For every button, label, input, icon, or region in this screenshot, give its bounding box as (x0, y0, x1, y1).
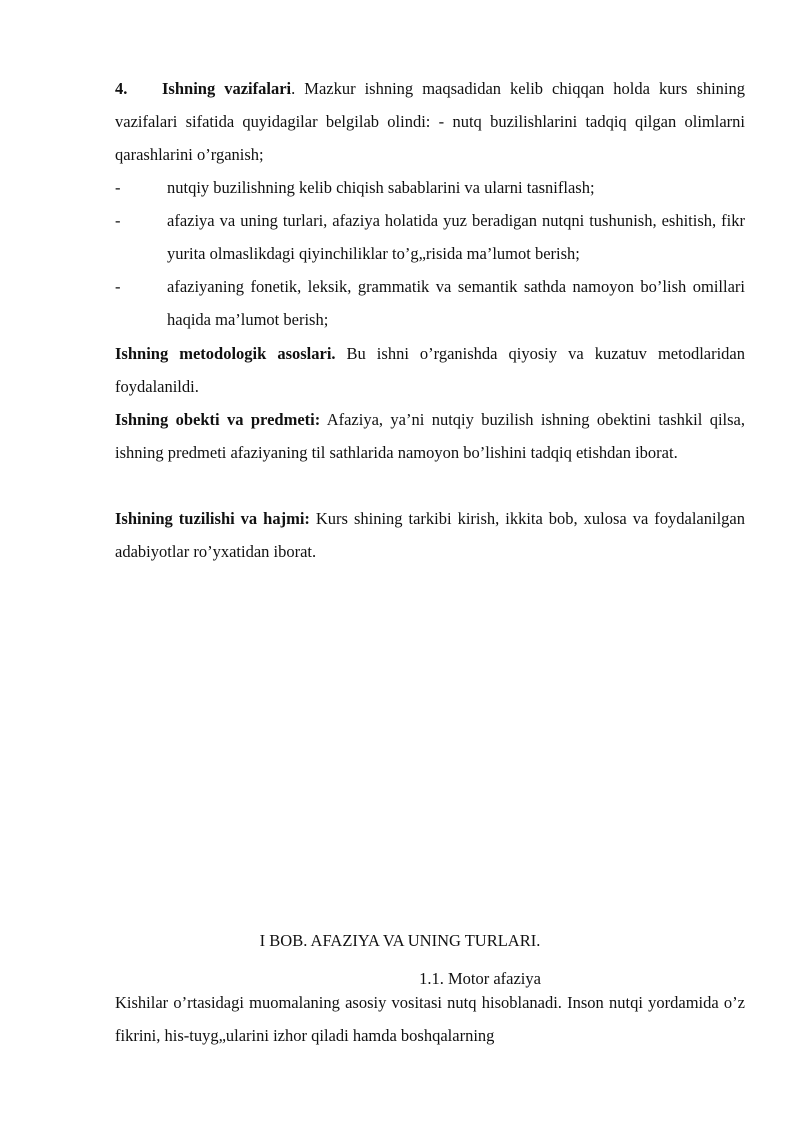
structure-text: Kurs shining tarkibi kirish, ikkita bob, xulosa va foydalanilgan adabiyotlar ro’yxatidan iborat. (115, 509, 745, 561)
object-paragraph (115, 403, 745, 469)
methodology-paragraph (115, 337, 745, 403)
object-text: Afaziya, ya’ni nutqiy buzilish ishning obektini tashkil qilsa, ishning predmeti afaziyaning til sathlarida namoyon bo’lishini tadqiq etishdan iborat. (115, 410, 745, 462)
bullet-item (115, 171, 745, 204)
section-text: . Mazkur ishning maqsadidan kelib chiqqan holda kurs shining vazifalari sifatida quyidagilar belgilab olindi: - nutq buzilishlarini tadqiq qilgan olimlarni qarashlarini o’rganish; (115, 79, 745, 164)
section-4-paragraph (115, 72, 745, 171)
methodology-text: Bu ishni o’rganishda qiyosiy va kuzatuv metodlaridan foydalanildi. (115, 344, 746, 396)
bullet-dash: - (115, 178, 121, 197)
bullet-item (115, 270, 745, 336)
chapter-subtitle: 1.1. Motor afaziya (419, 969, 541, 988)
body-paragraph: Kishilar o’rtasidagi muomalaning asosiy vositasi nutq hisoblanadi. Inson nutqi yordamida o’z fikrini, his-tuyg„ularini izhor qiladi hamda boshqalarning (115, 993, 745, 1045)
bullet-dash: - (115, 211, 121, 230)
bullet-text: afaziyaning fonetik, leksik, grammatik va semantik sathda namoyon bo’lish omillari haqida ma’lumot berish; (167, 277, 745, 329)
chapter-title: I BOB. AFAZIYA VA UNING TURLARI. (259, 931, 541, 950)
object-heading: Ishning obekti va predmeti: (115, 410, 321, 429)
structure-heading: Ishining tuzilishi va hajmi: (115, 509, 310, 528)
bullet-text: afaziya va uning turlari, afaziya holatida yuz beradigan nutqni tushunish, eshitish, fikr yurita olmaslikdagi qiyinchiliklar to’g„risida ma’lumot berish; (167, 211, 745, 263)
methodology-heading: Ishning metodologik asoslari. (115, 344, 336, 363)
section-number: 4. (115, 79, 128, 98)
bullet-item (115, 204, 745, 270)
section-heading: Ishning vazifalari (162, 79, 292, 98)
bullet-dash: - (115, 277, 121, 296)
structure-paragraph (115, 502, 745, 568)
bullet-text: nutqiy buzilishning kelib chiqish sabablarini va ularni tasniflash; (167, 178, 595, 197)
